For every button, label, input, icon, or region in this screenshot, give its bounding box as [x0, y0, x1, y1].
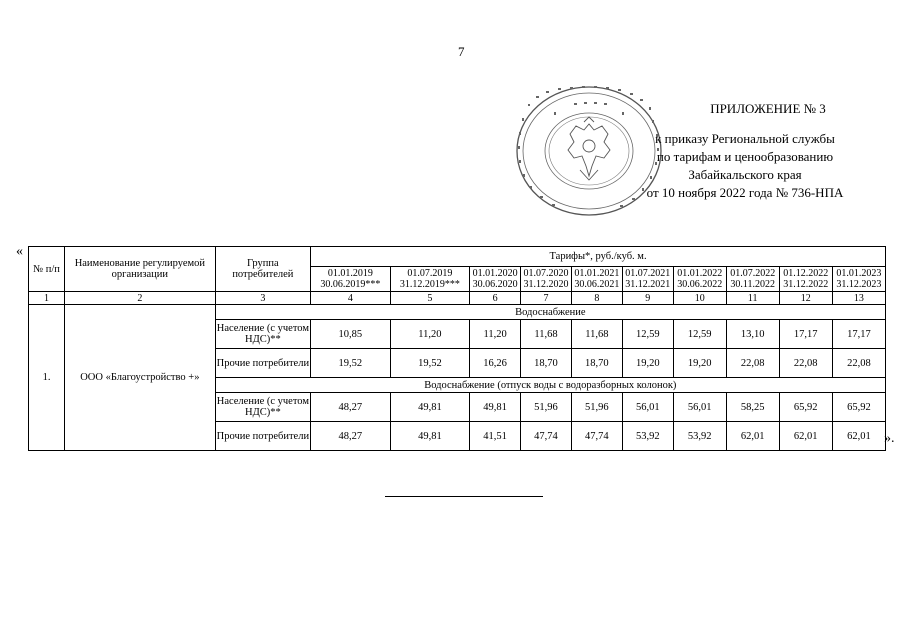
- period-from: 01.01.2022: [677, 268, 723, 279]
- tariff-value: 48,27: [311, 422, 391, 451]
- tariff-value: 11,68: [521, 320, 572, 349]
- tariff-value: 10,85: [311, 320, 391, 349]
- period-to: 30.06.2021: [574, 279, 620, 290]
- column-number: 12: [779, 292, 832, 305]
- period-header: [779, 267, 832, 292]
- column-number: 11: [726, 292, 779, 305]
- column-number: 6: [470, 292, 521, 305]
- tariff-table: [28, 246, 886, 451]
- period-header: [390, 267, 470, 292]
- consumer-group: Население (с учетом НДС)**: [215, 393, 310, 422]
- tariff-value: 19,52: [311, 349, 391, 378]
- tariff-value: 49,81: [390, 393, 470, 422]
- page-number: 7: [458, 44, 465, 59]
- section-title: Водоснабжение (отпуск воды с водоразборных колонок): [215, 378, 885, 393]
- tariff-value: 19,52: [390, 349, 470, 378]
- column-number: 2: [65, 292, 216, 305]
- column-number: 1: [29, 292, 65, 305]
- tariff-value: 56,01: [622, 393, 673, 422]
- header-number: № п/п: [29, 247, 65, 292]
- period-header: [726, 267, 779, 292]
- footer-separator-line: [385, 496, 543, 497]
- tariff-value: 11,20: [470, 320, 521, 349]
- section-title: Водоснабжение: [215, 305, 885, 320]
- header-tariffs: Тарифы*, руб./куб. м.: [311, 247, 886, 267]
- period-to: 31.12.2023: [836, 279, 882, 290]
- appendix-line-4: от 10 ноября 2022 года № 736-НПА: [646, 185, 844, 200]
- tariff-value: 12,59: [622, 320, 673, 349]
- period-from: 01.01.2019: [327, 268, 373, 279]
- tariff-value: 65,92: [779, 393, 832, 422]
- organization-name: ООО «Благоустройство +»: [65, 305, 216, 451]
- header-organization: Наименование регулируемой организации: [65, 247, 216, 292]
- opening-quote: «: [16, 244, 23, 259]
- tariff-value: 22,08: [779, 349, 832, 378]
- period-from: 01.07.2022: [730, 268, 776, 279]
- tariff-value: 17,17: [779, 320, 832, 349]
- period-from: 01.12.2022: [783, 268, 829, 279]
- tariff-value: 51,96: [571, 393, 622, 422]
- column-number: 3: [215, 292, 310, 305]
- period-from: 01.01.2020: [472, 268, 518, 279]
- tariff-value: 13,10: [726, 320, 779, 349]
- consumer-group: Население (с учетом НДС)**: [215, 320, 310, 349]
- period-header: [521, 267, 572, 292]
- tariff-value: 62,01: [832, 422, 885, 451]
- period-to: 30.06.2020: [472, 279, 518, 290]
- tariff-value: 53,92: [622, 422, 673, 451]
- period-to: 30.06.2022: [677, 279, 723, 290]
- period-header: [673, 267, 726, 292]
- tariff-value: 17,17: [832, 320, 885, 349]
- closing-quote: ».: [884, 431, 895, 446]
- column-number: 13: [832, 292, 885, 305]
- tariff-value: 19,20: [622, 349, 673, 378]
- tariff-value: 65,92: [832, 393, 885, 422]
- period-to: 31.12.2022: [783, 279, 829, 290]
- period-to: 31.12.2020: [523, 279, 569, 290]
- tariff-value: 41,51: [470, 422, 521, 451]
- tariff-value: 48,27: [311, 393, 391, 422]
- period-from: 01.01.2021: [574, 268, 620, 279]
- tariff-value: 62,01: [726, 422, 779, 451]
- tariff-value: 47,74: [521, 422, 572, 451]
- period-to: 31.12.2021: [625, 279, 671, 290]
- appendix-line-3: Забайкальского края: [688, 167, 802, 182]
- tariff-value: 11,20: [390, 320, 470, 349]
- period-from: 01.01.2023: [836, 268, 882, 279]
- period-header: [832, 267, 885, 292]
- column-number: 7: [521, 292, 572, 305]
- tariff-value: 22,08: [726, 349, 779, 378]
- consumer-group: Прочие потребители: [215, 422, 310, 451]
- column-number: 8: [571, 292, 622, 305]
- appendix-line-1: к приказу Региональной службы: [655, 131, 835, 146]
- row-number: 1.: [29, 305, 65, 451]
- tariff-value: 53,92: [673, 422, 726, 451]
- tariff-value: 51,96: [521, 393, 572, 422]
- period-header: [571, 267, 622, 292]
- column-number: 10: [673, 292, 726, 305]
- period-to: 31.12.2019***: [399, 279, 460, 290]
- tariff-value: 49,81: [470, 393, 521, 422]
- tariff-value: 18,70: [571, 349, 622, 378]
- period-to: 30.11.2022: [730, 279, 776, 290]
- tariff-value: 12,59: [673, 320, 726, 349]
- period-from: 01.07.2020: [523, 268, 569, 279]
- tariff-value: 22,08: [832, 349, 885, 378]
- appendix-line-2: по тарифам и ценообразованию: [656, 149, 834, 164]
- column-number: 5: [390, 292, 470, 305]
- tariff-value: 49,81: [390, 422, 470, 451]
- column-number: 9: [622, 292, 673, 305]
- tariff-value: 47,74: [571, 422, 622, 451]
- period-from: 01.07.2019: [407, 268, 453, 279]
- tariff-value: 11,68: [571, 320, 622, 349]
- period-header: [470, 267, 521, 292]
- column-number: 4: [311, 292, 391, 305]
- tariff-value: 16,26: [470, 349, 521, 378]
- tariff-value: 18,70: [521, 349, 572, 378]
- header-consumer-group: Группа потребителей: [215, 247, 310, 292]
- tariff-value: 19,20: [673, 349, 726, 378]
- tariff-value: 58,25: [726, 393, 779, 422]
- period-to: 30.06.2019***: [320, 279, 381, 290]
- appendix-title: ПРИЛОЖЕНИЕ № 3: [710, 101, 826, 116]
- appendix-header: [600, 100, 890, 202]
- period-from: 01.07.2021: [625, 268, 671, 279]
- period-header: [622, 267, 673, 292]
- period-header: [311, 267, 391, 292]
- tariff-value: 56,01: [673, 393, 726, 422]
- tariff-value: 62,01: [779, 422, 832, 451]
- consumer-group: Прочие потребители: [215, 349, 310, 378]
